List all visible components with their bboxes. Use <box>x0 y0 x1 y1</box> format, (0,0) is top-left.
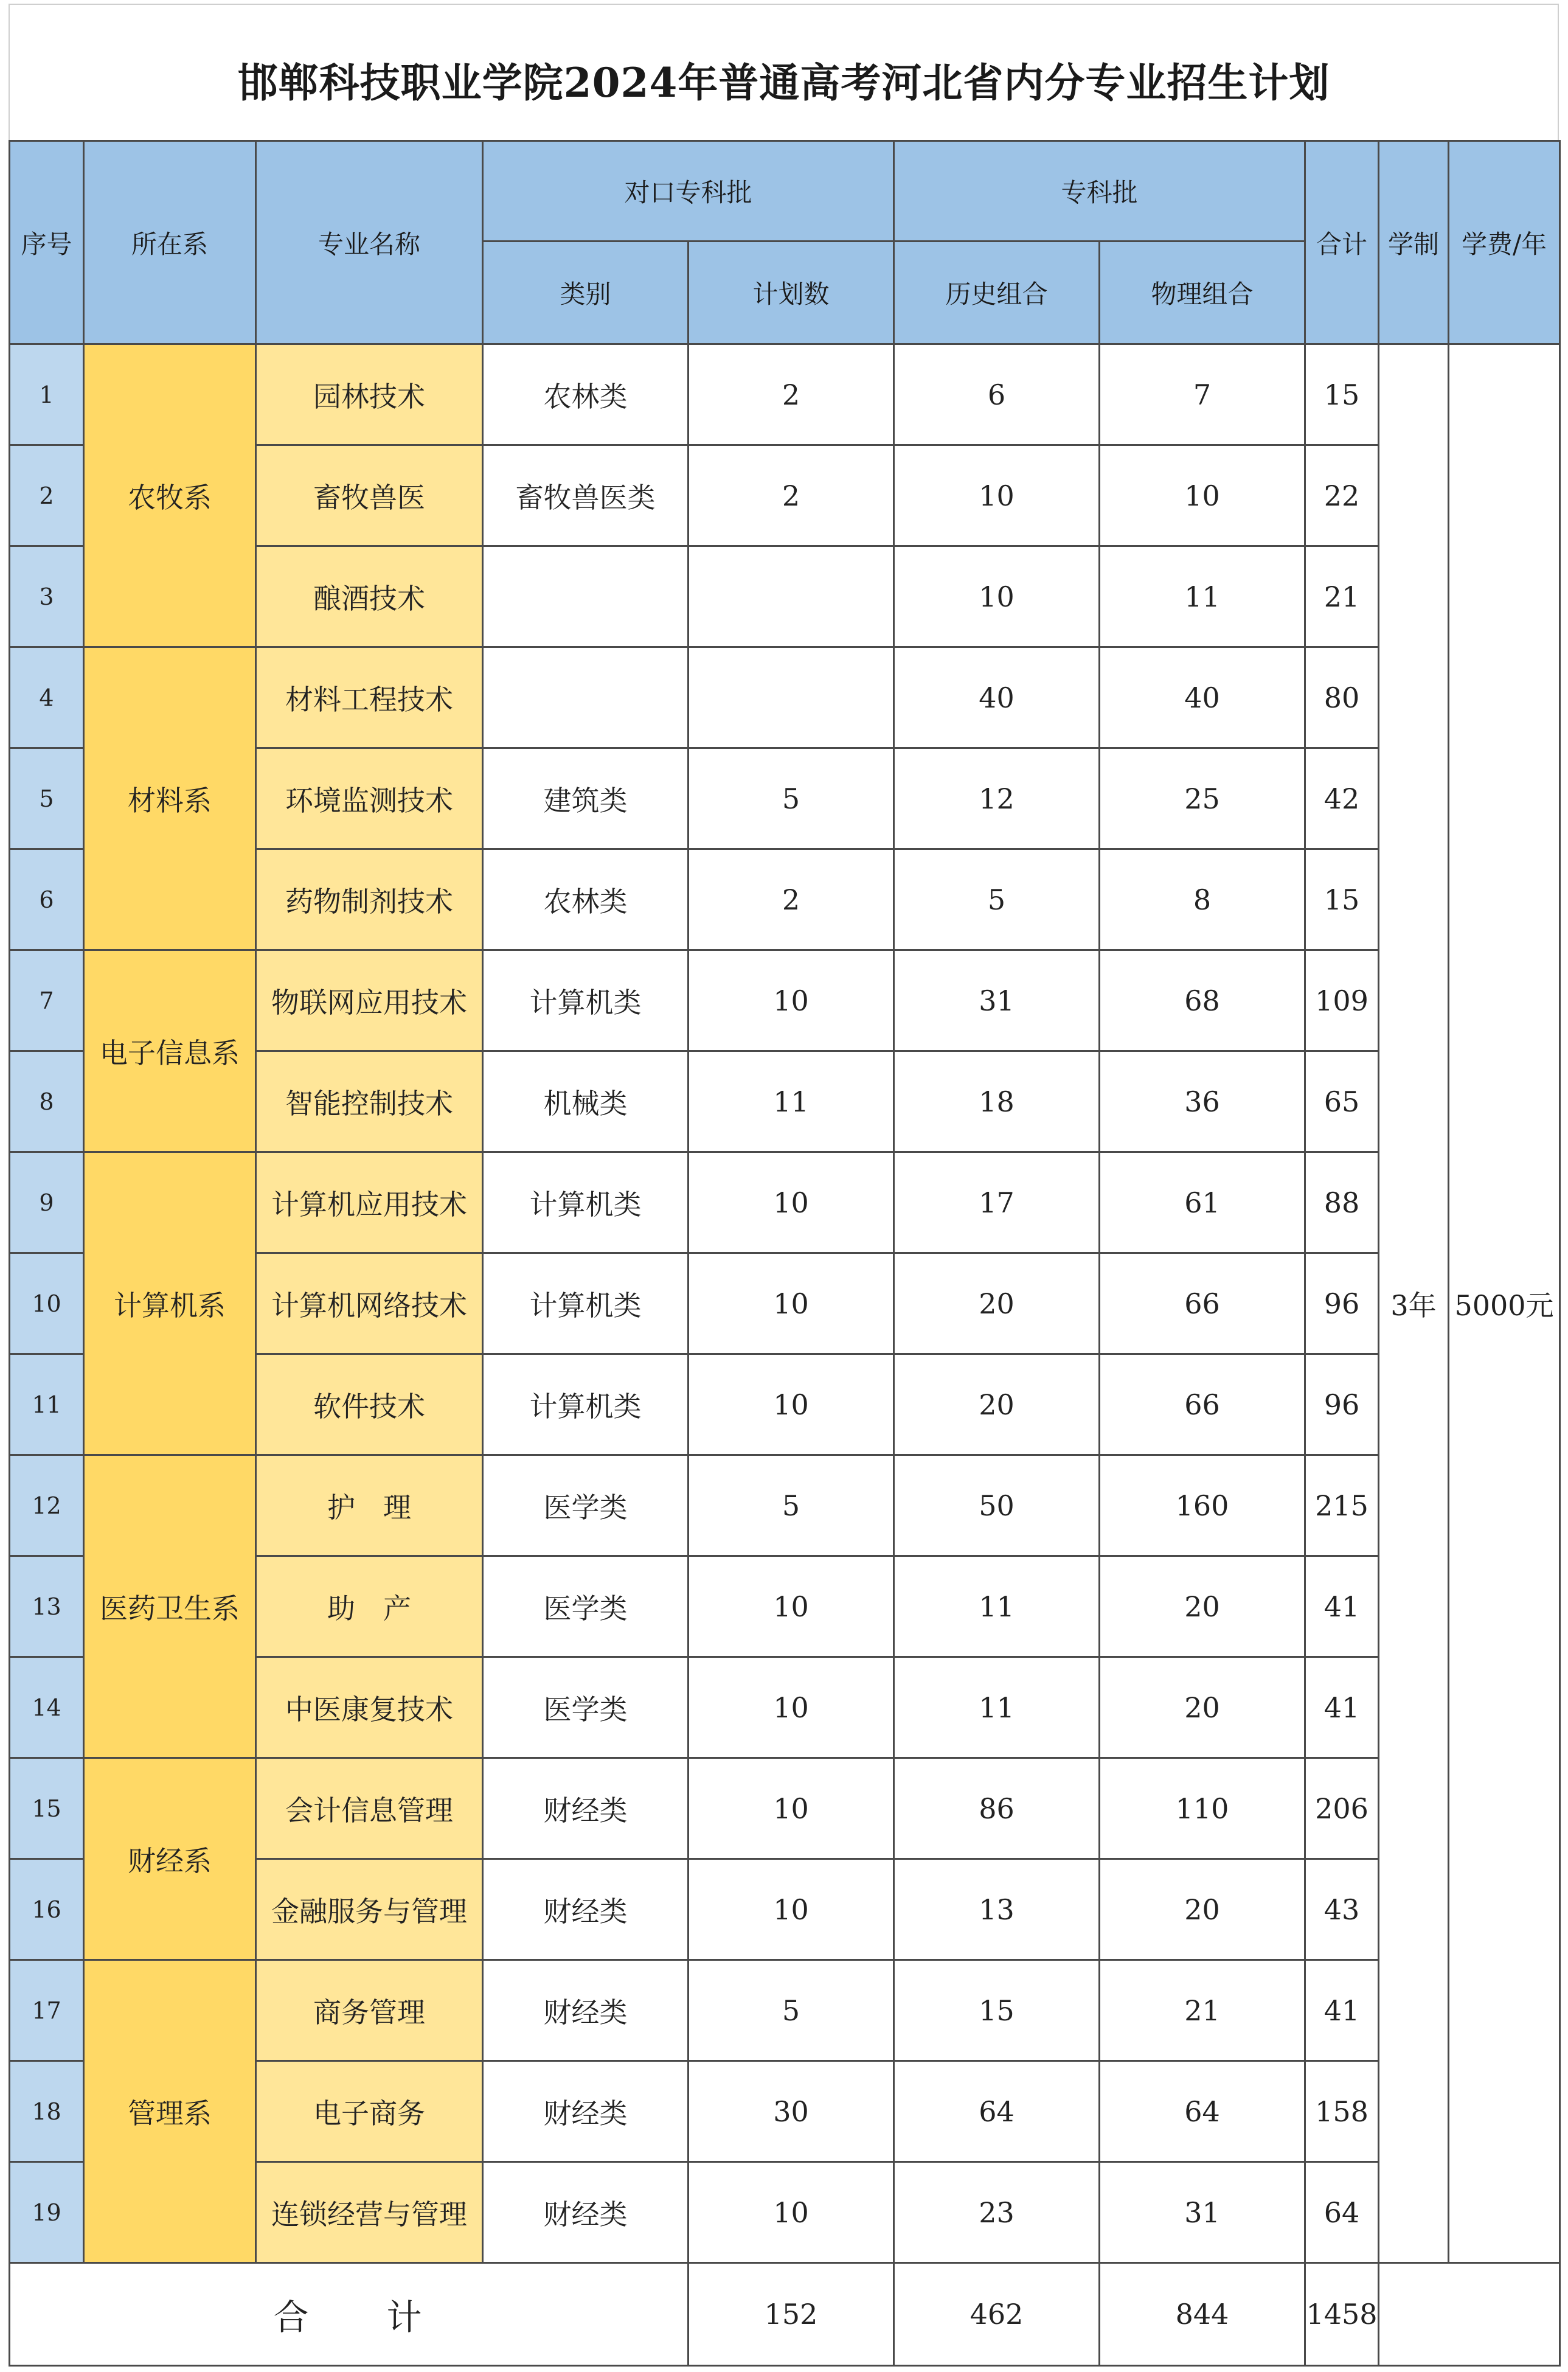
row-category: 机械类 <box>483 1051 689 1152</box>
row-seq: 16 <box>10 1859 84 1960</box>
row-category: 计算机类 <box>483 1152 689 1253</box>
row-seq: 10 <box>10 1253 84 1354</box>
row-physics: 10 <box>1100 445 1305 546</box>
row-plan: 10 <box>689 1657 894 1758</box>
row-category: 医学类 <box>483 1556 689 1657</box>
row-total: 80 <box>1305 647 1379 748</box>
row-category: 建筑类 <box>483 748 689 849</box>
row-history: 20 <box>894 1253 1100 1354</box>
totals-history: 462 <box>894 2263 1100 2366</box>
row-major: 软件技术 <box>256 1354 483 1455</box>
row-total: 15 <box>1305 344 1379 445</box>
page-title: 邯郸科技职业学院2024年普通高考河北省内分专业招生计划 <box>237 58 1330 106</box>
row-total: 206 <box>1305 1758 1379 1859</box>
row-history: 13 <box>894 1859 1100 1960</box>
row-plan: 2 <box>689 344 894 445</box>
row-total: 65 <box>1305 1051 1379 1152</box>
table-row <box>10 344 1560 445</box>
row-history: 12 <box>894 748 1100 849</box>
row-total: 41 <box>1305 1960 1379 2061</box>
header-seq: 序号 <box>10 141 84 344</box>
row-history: 10 <box>894 445 1100 546</box>
row-major: 中医康复技术 <box>256 1657 483 1758</box>
row-seq: 14 <box>10 1657 84 1758</box>
row-major: 畜牧兽医 <box>256 445 483 546</box>
row-plan: 5 <box>689 1960 894 2061</box>
row-category <box>483 647 689 748</box>
row-seq: 18 <box>10 2061 84 2162</box>
row-plan <box>689 546 894 647</box>
row-major: 商务管理 <box>256 1960 483 2061</box>
row-category: 农林类 <box>483 344 689 445</box>
row-seq: 15 <box>10 1758 84 1859</box>
row-category <box>483 546 689 647</box>
row-seq: 7 <box>10 950 84 1051</box>
row-history: 11 <box>894 1657 1100 1758</box>
row-total: 42 <box>1305 748 1379 849</box>
row-physics: 31 <box>1100 2162 1305 2263</box>
table-row <box>10 1960 1560 2061</box>
header-duikou-batch: 对口专科批 <box>483 141 894 242</box>
row-plan: 5 <box>689 1455 894 1556</box>
header-zhuanke-batch: 专科批 <box>894 141 1305 242</box>
row-seq: 4 <box>10 647 84 748</box>
row-physics: 20 <box>1100 1859 1305 1960</box>
row-seq: 3 <box>10 546 84 647</box>
row-major: 护 理 <box>256 1455 483 1556</box>
enrollment-plan-table <box>9 140 1561 2367</box>
row-major: 物联网应用技术 <box>256 950 483 1051</box>
row-major: 金融服务与管理 <box>256 1859 483 1960</box>
row-history: 31 <box>894 950 1100 1051</box>
row-total: 109 <box>1305 950 1379 1051</box>
row-physics: 36 <box>1100 1051 1305 1152</box>
row-total: 158 <box>1305 2061 1379 2162</box>
row-major: 连锁经营与管理 <box>256 2162 483 2263</box>
row-plan: 10 <box>689 1758 894 1859</box>
row-total: 215 <box>1305 1455 1379 1556</box>
row-category: 计算机类 <box>483 1354 689 1455</box>
row-history: 50 <box>894 1455 1100 1556</box>
row-plan: 10 <box>689 1152 894 1253</box>
row-category: 财经类 <box>483 1859 689 1960</box>
row-physics: 8 <box>1100 849 1305 950</box>
row-history: 5 <box>894 849 1100 950</box>
dept-cell: 农牧系 <box>84 344 256 647</box>
row-major: 智能控制技术 <box>256 1051 483 1152</box>
header-history: 历史组合 <box>894 242 1100 344</box>
row-physics: 11 <box>1100 546 1305 647</box>
table-row <box>10 647 1560 748</box>
row-seq: 1 <box>10 344 84 445</box>
row-major: 药物制剂技术 <box>256 849 483 950</box>
row-physics: 160 <box>1100 1455 1305 1556</box>
row-history: 86 <box>894 1758 1100 1859</box>
row-physics: 66 <box>1100 1354 1305 1455</box>
row-category: 计算机类 <box>483 1253 689 1354</box>
row-category: 农林类 <box>483 849 689 950</box>
row-seq: 11 <box>10 1354 84 1455</box>
table-row <box>10 1152 1560 1253</box>
row-history: 10 <box>894 546 1100 647</box>
dept-cell: 医药卫生系 <box>84 1455 256 1758</box>
row-major: 会计信息管理 <box>256 1758 483 1859</box>
header-total: 合计 <box>1305 141 1379 344</box>
row-physics: 68 <box>1100 950 1305 1051</box>
row-plan <box>689 647 894 748</box>
row-total: 41 <box>1305 1556 1379 1657</box>
table-row <box>10 1455 1560 1556</box>
row-physics: 40 <box>1100 647 1305 748</box>
row-physics: 64 <box>1100 2061 1305 2162</box>
row-category: 计算机类 <box>483 950 689 1051</box>
row-total: 21 <box>1305 546 1379 647</box>
row-physics: 21 <box>1100 1960 1305 2061</box>
row-total: 88 <box>1305 1152 1379 1253</box>
row-physics: 61 <box>1100 1152 1305 1253</box>
row-history: 40 <box>894 647 1100 748</box>
row-history: 15 <box>894 1960 1100 2061</box>
dept-cell: 材料系 <box>84 647 256 950</box>
row-major: 园林技术 <box>256 344 483 445</box>
totals-blank <box>1379 2263 1560 2366</box>
dept-cell: 计算机系 <box>84 1152 256 1455</box>
row-history: 64 <box>894 2061 1100 2162</box>
table-row <box>10 1758 1560 1859</box>
duration-cell: 3年 <box>1379 344 1449 2263</box>
row-seq: 5 <box>10 748 84 849</box>
row-category: 医学类 <box>483 1455 689 1556</box>
row-major: 助 产 <box>256 1556 483 1657</box>
row-physics: 66 <box>1100 1253 1305 1354</box>
row-major: 材料工程技术 <box>256 647 483 748</box>
header-duration: 学制 <box>1379 141 1449 344</box>
header-physics: 物理组合 <box>1100 242 1305 344</box>
dept-cell: 财经系 <box>84 1758 256 1960</box>
row-major: 酿酒技术 <box>256 546 483 647</box>
row-category: 畜牧兽医类 <box>483 445 689 546</box>
totals-plan: 152 <box>689 2263 894 2366</box>
row-plan: 10 <box>689 1556 894 1657</box>
row-plan: 10 <box>689 950 894 1051</box>
row-plan: 30 <box>689 2061 894 2162</box>
row-category: 财经类 <box>483 1960 689 2061</box>
row-history: 20 <box>894 1354 1100 1455</box>
header-fee: 学费/年 <box>1449 141 1560 344</box>
row-seq: 13 <box>10 1556 84 1657</box>
row-total: 15 <box>1305 849 1379 950</box>
row-physics: 110 <box>1100 1758 1305 1859</box>
row-physics: 20 <box>1100 1657 1305 1758</box>
row-plan: 10 <box>689 1859 894 1960</box>
header-major: 专业名称 <box>256 141 483 344</box>
row-history: 18 <box>894 1051 1100 1152</box>
row-seq: 12 <box>10 1455 84 1556</box>
row-physics: 7 <box>1100 344 1305 445</box>
row-total: 41 <box>1305 1657 1379 1758</box>
row-physics: 25 <box>1100 748 1305 849</box>
row-seq: 19 <box>10 2162 84 2263</box>
row-major: 环境监测技术 <box>256 748 483 849</box>
row-plan: 2 <box>689 849 894 950</box>
row-plan: 2 <box>689 445 894 546</box>
header-category: 类别 <box>483 242 689 344</box>
totals-label: 合 计 <box>10 2263 689 2366</box>
row-category: 财经类 <box>483 2162 689 2263</box>
row-history: 11 <box>894 1556 1100 1657</box>
row-major: 计算机应用技术 <box>256 1152 483 1253</box>
row-history: 6 <box>894 344 1100 445</box>
row-plan: 10 <box>689 1354 894 1455</box>
row-history: 23 <box>894 2162 1100 2263</box>
row-plan: 10 <box>689 1253 894 1354</box>
row-seq: 2 <box>10 445 84 546</box>
row-total: 96 <box>1305 1354 1379 1455</box>
row-category: 医学类 <box>483 1657 689 1758</box>
table-row <box>10 950 1560 1051</box>
row-total: 96 <box>1305 1253 1379 1354</box>
row-plan: 5 <box>689 748 894 849</box>
row-seq: 9 <box>10 1152 84 1253</box>
totals-total: 1458 <box>1305 2263 1379 2366</box>
row-major: 计算机网络技术 <box>256 1253 483 1354</box>
header-plan: 计划数 <box>689 242 894 344</box>
row-plan: 11 <box>689 1051 894 1152</box>
dept-cell: 电子信息系 <box>84 950 256 1152</box>
dept-cell: 管理系 <box>84 1960 256 2263</box>
row-plan: 10 <box>689 2162 894 2263</box>
row-history: 17 <box>894 1152 1100 1253</box>
row-seq: 6 <box>10 849 84 950</box>
row-physics: 20 <box>1100 1556 1305 1657</box>
row-total: 43 <box>1305 1859 1379 1960</box>
row-total: 64 <box>1305 2162 1379 2263</box>
totals-physics: 844 <box>1100 2263 1305 2366</box>
row-category: 财经类 <box>483 2061 689 2162</box>
header-dept: 所在系 <box>84 141 256 344</box>
row-major: 电子商务 <box>256 2061 483 2162</box>
row-seq: 8 <box>10 1051 84 1152</box>
row-total: 22 <box>1305 445 1379 546</box>
row-category: 财经类 <box>483 1758 689 1859</box>
row-seq: 17 <box>10 1960 84 2061</box>
totals-row <box>10 2263 1560 2366</box>
fee-cell: 5000元 <box>1449 344 1560 2263</box>
